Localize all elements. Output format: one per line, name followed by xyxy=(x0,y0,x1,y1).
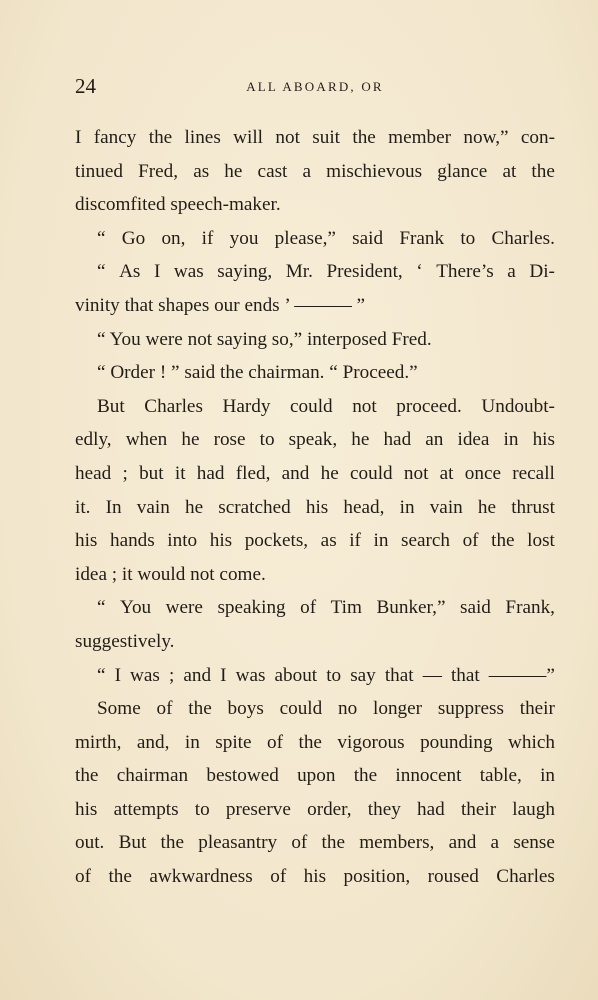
word: out. xyxy=(75,832,105,854)
word: he xyxy=(320,462,339,484)
word: lines xyxy=(184,127,221,148)
word: preserve xyxy=(225,798,291,820)
word: awkwardness xyxy=(149,866,253,888)
word: had xyxy=(417,798,445,820)
word: pleasantry xyxy=(198,832,278,854)
word: innocent xyxy=(395,765,462,787)
word: was xyxy=(173,261,204,283)
word: in xyxy=(399,496,415,518)
word: idea xyxy=(457,429,490,451)
word: the xyxy=(75,765,99,787)
word: In xyxy=(105,496,122,518)
word: were xyxy=(165,597,203,619)
text-line: “ Order ! ” said the chairman. “ Proceed.” xyxy=(97,362,418,384)
word: Go xyxy=(121,227,146,249)
word: of xyxy=(75,866,91,888)
word: tinued xyxy=(75,160,123,182)
word: that xyxy=(384,664,414,686)
word: glance xyxy=(437,160,488,182)
word: the xyxy=(148,127,173,148)
word: of xyxy=(291,832,308,854)
word: a xyxy=(507,261,516,283)
text-line xyxy=(75,591,555,625)
word: I xyxy=(114,664,121,686)
word: Di- xyxy=(529,261,555,283)
word: into xyxy=(167,530,198,552)
word: the xyxy=(531,160,555,182)
word: mirth, xyxy=(75,731,122,753)
word: You xyxy=(120,597,152,619)
word: the xyxy=(321,832,345,854)
word: members, xyxy=(359,832,435,854)
word: proceed. xyxy=(396,395,462,417)
word: their xyxy=(460,798,497,820)
word: rose xyxy=(213,429,246,451)
word: Some xyxy=(97,698,141,720)
text-line xyxy=(75,524,555,558)
word: of xyxy=(156,698,173,720)
word: you xyxy=(229,227,259,249)
word: to xyxy=(460,227,476,249)
word: Tim xyxy=(330,597,362,619)
word: pounding xyxy=(420,731,493,753)
word: he xyxy=(184,496,204,518)
word: mischievous xyxy=(326,160,423,182)
word: President, xyxy=(326,261,403,283)
word: he xyxy=(351,429,370,451)
word: There’s xyxy=(436,261,494,283)
word: table, xyxy=(479,765,522,787)
word: spite xyxy=(215,731,252,753)
word: not xyxy=(403,462,429,484)
word: his xyxy=(209,530,233,552)
word: Bunker,” xyxy=(376,597,446,619)
word: vain xyxy=(136,496,170,518)
word: But xyxy=(97,395,125,417)
word: vain xyxy=(429,496,463,518)
word: in xyxy=(184,731,200,753)
word: about xyxy=(274,664,318,686)
word: I xyxy=(220,664,227,686)
text-line xyxy=(75,457,555,491)
word: As xyxy=(119,261,141,283)
word: Mr. xyxy=(285,261,313,283)
text-line: suggestively. xyxy=(75,630,175,652)
word: had xyxy=(196,462,225,484)
word: the xyxy=(491,530,515,552)
word: fled, xyxy=(235,462,271,484)
text-line: “ You were not saying so,” interposed Fred. xyxy=(97,328,432,350)
word: in xyxy=(503,429,519,451)
word: Fred, xyxy=(138,160,179,182)
text-line xyxy=(75,726,555,760)
word: the xyxy=(352,127,376,148)
word: “ xyxy=(97,261,106,283)
word: chairman xyxy=(116,765,189,787)
word: pockets, xyxy=(244,530,309,552)
word: boys xyxy=(227,698,264,720)
word: the xyxy=(188,698,212,720)
word: as xyxy=(193,160,210,182)
word: a xyxy=(490,832,500,854)
text-line xyxy=(75,255,555,289)
word: attempts xyxy=(113,798,179,820)
word: ; xyxy=(122,462,128,484)
text-line xyxy=(75,222,555,256)
word: the xyxy=(298,731,322,753)
text-line xyxy=(75,121,555,155)
word: laugh xyxy=(512,798,555,820)
word: Hardy xyxy=(222,395,271,417)
word: I xyxy=(75,127,82,148)
word: will xyxy=(233,127,264,148)
word: cast xyxy=(257,160,288,182)
word: con- xyxy=(520,127,555,148)
word: in xyxy=(373,530,389,552)
word: ‘ xyxy=(416,261,423,283)
word: had xyxy=(383,429,412,451)
word: to xyxy=(259,429,275,451)
word: ; xyxy=(168,664,175,686)
text-line xyxy=(75,491,555,525)
word: Undoubt- xyxy=(481,395,555,417)
word: that xyxy=(450,664,480,686)
word: and xyxy=(183,664,212,686)
word: “ xyxy=(97,227,106,249)
text-line xyxy=(75,659,555,693)
word: at xyxy=(502,160,517,182)
word: not xyxy=(352,395,377,417)
word: if xyxy=(349,530,361,552)
word: longer xyxy=(373,698,423,720)
word: could xyxy=(349,462,393,484)
word: his xyxy=(75,530,98,552)
word: and xyxy=(448,832,477,854)
word: hands xyxy=(109,530,155,552)
word: at xyxy=(439,462,454,484)
word: upon xyxy=(297,765,336,787)
word: which xyxy=(508,731,555,753)
word: thrust xyxy=(511,496,555,518)
word: was xyxy=(235,664,266,686)
page-number: 24 xyxy=(75,74,96,98)
word: on, xyxy=(161,227,186,249)
word: saying, xyxy=(217,261,273,283)
word: fancy xyxy=(93,127,137,148)
word: was xyxy=(130,664,160,686)
word: Frank xyxy=(399,227,445,249)
word: could xyxy=(279,698,323,720)
word: member xyxy=(388,127,452,148)
word: But xyxy=(118,832,147,854)
word: order, xyxy=(307,798,352,820)
word: suit xyxy=(312,127,340,148)
text-line: idea ; it would not come. xyxy=(75,563,266,585)
word: speaking xyxy=(217,597,286,619)
word: as xyxy=(320,530,337,552)
word: not xyxy=(275,127,300,148)
word: suppress xyxy=(437,698,504,720)
word: Charles xyxy=(144,395,203,417)
word: in xyxy=(540,765,555,787)
text-line: discomfited speech-maker. xyxy=(75,194,281,216)
word: sense xyxy=(513,832,555,854)
word: head xyxy=(75,462,112,484)
word: but xyxy=(139,462,164,484)
word: of xyxy=(270,866,287,888)
word: Charles xyxy=(496,866,555,888)
word: of xyxy=(267,731,283,753)
word: a xyxy=(302,160,312,182)
text-line xyxy=(75,423,555,457)
word: now,” xyxy=(463,127,509,148)
word: lost xyxy=(527,530,555,552)
text-line xyxy=(75,793,555,827)
word: to xyxy=(326,664,342,686)
word: his xyxy=(75,798,98,820)
word: “ xyxy=(97,664,106,686)
word: bestowed xyxy=(206,765,279,787)
word: he xyxy=(181,429,200,451)
word: of xyxy=(462,530,479,552)
text-line xyxy=(75,759,555,793)
word: and xyxy=(281,462,310,484)
word: speak, xyxy=(288,429,338,451)
word: said xyxy=(459,597,491,619)
word: it. xyxy=(75,496,91,518)
word: of xyxy=(300,597,317,619)
word: I xyxy=(153,261,161,283)
word: when xyxy=(125,429,168,451)
text-line xyxy=(75,390,555,424)
word: vigorous xyxy=(337,731,405,753)
word: Frank, xyxy=(505,597,555,619)
word: could xyxy=(290,395,333,417)
word: his xyxy=(305,496,329,518)
word: he xyxy=(477,496,497,518)
word: head, xyxy=(343,496,385,518)
word: the xyxy=(353,765,378,787)
word: the xyxy=(108,866,132,888)
word: no xyxy=(338,698,358,720)
word: search xyxy=(401,530,451,552)
word: position, xyxy=(343,866,411,888)
word: to xyxy=(194,798,210,820)
text-line xyxy=(75,692,555,726)
word: — xyxy=(422,664,442,686)
text-line xyxy=(75,826,555,860)
word: say xyxy=(350,664,376,686)
word: said xyxy=(352,227,384,249)
word: their xyxy=(519,698,555,720)
word: he xyxy=(224,160,243,182)
word: his xyxy=(532,429,555,451)
word: ———” xyxy=(488,664,555,686)
word: it xyxy=(174,462,186,484)
word: Charles. xyxy=(491,227,555,249)
word: scratched xyxy=(218,496,291,518)
word: the xyxy=(160,832,184,854)
word: and, xyxy=(136,731,170,753)
word: they xyxy=(367,798,401,820)
word: recall xyxy=(512,462,555,484)
word: “ xyxy=(97,597,106,619)
text-line xyxy=(75,860,555,894)
word: roused xyxy=(427,866,479,888)
word: edly, xyxy=(75,429,112,451)
word: once xyxy=(464,462,501,484)
page-header xyxy=(75,72,555,100)
word: if xyxy=(201,227,214,249)
body-text xyxy=(75,121,555,894)
running-head: ALL ABOARD, OR xyxy=(246,79,384,94)
word: his xyxy=(303,866,327,888)
text-line: vinity that shapes our ends ’ ——— ” xyxy=(75,294,366,316)
word: please,” xyxy=(274,227,336,249)
word: an xyxy=(425,429,444,451)
text-line xyxy=(75,155,555,189)
